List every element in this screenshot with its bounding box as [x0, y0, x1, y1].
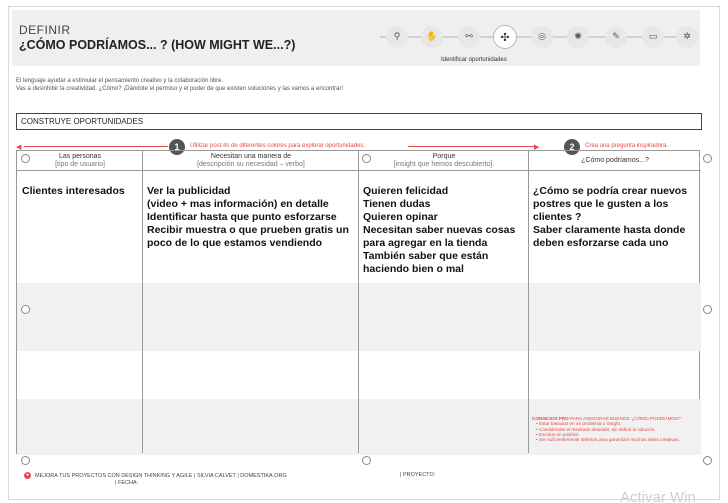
- cell-line: Saber claramente hasta donde deben esforzarse cada uno: [533, 224, 686, 249]
- intro-text: [16, 77, 343, 93]
- cell-line: También saber que están haciendo bien o mal: [363, 250, 489, 275]
- microscope-icon[interactable]: ⚲: [386, 26, 408, 48]
- column-subtitle: [insight que hemos descubierto].: [393, 161, 495, 168]
- cell-line: (video + mas información) en detalle: [147, 198, 329, 210]
- intro-line-2: Vas a desinhibir la creatividad. ¿Cómo? ¡Dándote el permiso y el poder de que existen soluciones y las vamos a encontrar!: [16, 86, 344, 92]
- tip-item: • Estar basados en un problema o insight.: [536, 421, 622, 427]
- opportunity-grid: [16, 150, 700, 454]
- resize-handle[interactable]: [21, 456, 30, 465]
- cell-line: Necesitan saber nuevas cosas para agregar en la tienda: [363, 224, 516, 249]
- column-header-porque: [359, 151, 529, 171]
- cell-como[interactable]: [533, 185, 697, 250]
- page-title: ¿CÓMO PODRÍAMOS... ? (HOW MIGHT WE...?): [19, 38, 296, 52]
- guide-line-left: [24, 146, 168, 147]
- tips-list: [536, 421, 702, 442]
- column-title: ¿Cómo podríamos...?: [581, 157, 649, 164]
- footer-line-2: | FECHA:: [115, 479, 139, 486]
- section-kicker: DEFINIR: [19, 23, 71, 37]
- step-2-badge: 2: [564, 139, 580, 155]
- column-header-necesitan: [143, 151, 359, 171]
- column-title: Necesitan una manera de: [210, 153, 292, 160]
- cell-line: Quieren felicidad: [363, 185, 449, 197]
- column-header-personas: [17, 151, 143, 171]
- intro-line-1: El lenguaje ayudar a estimular el pensamiento creativo y la colaboración libre.: [16, 78, 224, 84]
- pencil-icon[interactable]: ✎: [605, 26, 627, 48]
- target-icon[interactable]: ◎: [531, 26, 553, 48]
- tip-item: • Ser suficientemente abiertos para garantizar muchas ideas creativas.: [536, 437, 680, 443]
- cell-line: Ver la publicidad: [147, 185, 231, 197]
- steps-label: Identificar oportunidades: [441, 57, 507, 63]
- resize-handle[interactable]: [21, 154, 30, 163]
- resize-handle[interactable]: [21, 305, 30, 314]
- resize-handle[interactable]: [362, 456, 371, 465]
- resize-handle[interactable]: [703, 456, 712, 465]
- tips-title-bold: CONSEJOS PRO: [532, 416, 569, 421]
- network-icon[interactable]: ⚯: [458, 26, 480, 48]
- cell-personas[interactable]: Clientes interesados: [22, 185, 125, 197]
- activation-watermark: Activar Win: [620, 489, 696, 503]
- arrow-left-icon: ◀: [16, 144, 22, 151]
- cell-line: ¿Cómo se podría crear nuevos postres que le gusten a los clientes ?: [533, 185, 688, 223]
- gears-icon[interactable]: ✲: [676, 26, 698, 48]
- cell-line: Tienen dudas: [363, 198, 431, 210]
- resize-handle[interactable]: [703, 154, 712, 163]
- section-title-box[interactable]: CONSTRUYE OPORTUNIDADES: [16, 113, 702, 130]
- cell-line: Recibir muestra o que prueben gratis un poco de lo que estamos vendiendo: [147, 224, 349, 249]
- footer: [24, 472, 287, 487]
- column-subtitle: [descripción su necesidad – verbo]: [197, 161, 305, 168]
- cell-porque[interactable]: [363, 185, 527, 276]
- step-1-badge: 1: [169, 139, 185, 155]
- hint-1: Utilizar post-its de diferentes colores para explorar oportunidades.: [190, 143, 366, 149]
- column-title: Porque: [432, 153, 456, 160]
- presentation-icon[interactable]: ▭: [642, 26, 664, 48]
- pro-tips: [532, 416, 702, 442]
- page-header: [12, 10, 700, 66]
- process-steps: [374, 22, 696, 52]
- hand-icon[interactable]: ✋: [421, 26, 443, 48]
- cell-line: Quieren opinar: [363, 211, 438, 223]
- domestika-logo-icon: ●: [25, 472, 30, 478]
- tip-item: • Escritos en positivo.: [536, 431, 580, 437]
- project-field: | PROYECTO:: [400, 472, 436, 478]
- signpost-icon[interactable]: ✣: [493, 25, 517, 49]
- cell-line: Identificar hasta que punto esforzarse: [147, 211, 337, 223]
- guide-line-right: [408, 146, 536, 147]
- hint-2: Crea una pregunta inspiradora.: [585, 143, 669, 149]
- column-header-como: [529, 151, 701, 171]
- cell-necesitan[interactable]: [147, 185, 357, 250]
- tip-item: • Considerarte el resultado deseado, sin definir la solución.: [536, 426, 656, 432]
- footer-line-1: ● MEJORA TUS PROYECTOS CON DESIGN THINKING Y AGILE | SILVIA CALVET | DOMESTIKA.ORG: [25, 472, 287, 479]
- lightbulb-icon[interactable]: ✺: [567, 26, 589, 48]
- arrow-right-icon: ▶: [534, 144, 540, 151]
- column-subtitle: [tipo de usuario]: [55, 161, 105, 168]
- resize-handle[interactable]: [362, 154, 371, 163]
- resize-handle[interactable]: [703, 305, 712, 314]
- column-title: Las personas: [58, 153, 102, 160]
- tips-title-rest: PARA ASEGURAR BUENOS '¿CÓMO PODRÍAMOS?': [570, 416, 682, 421]
